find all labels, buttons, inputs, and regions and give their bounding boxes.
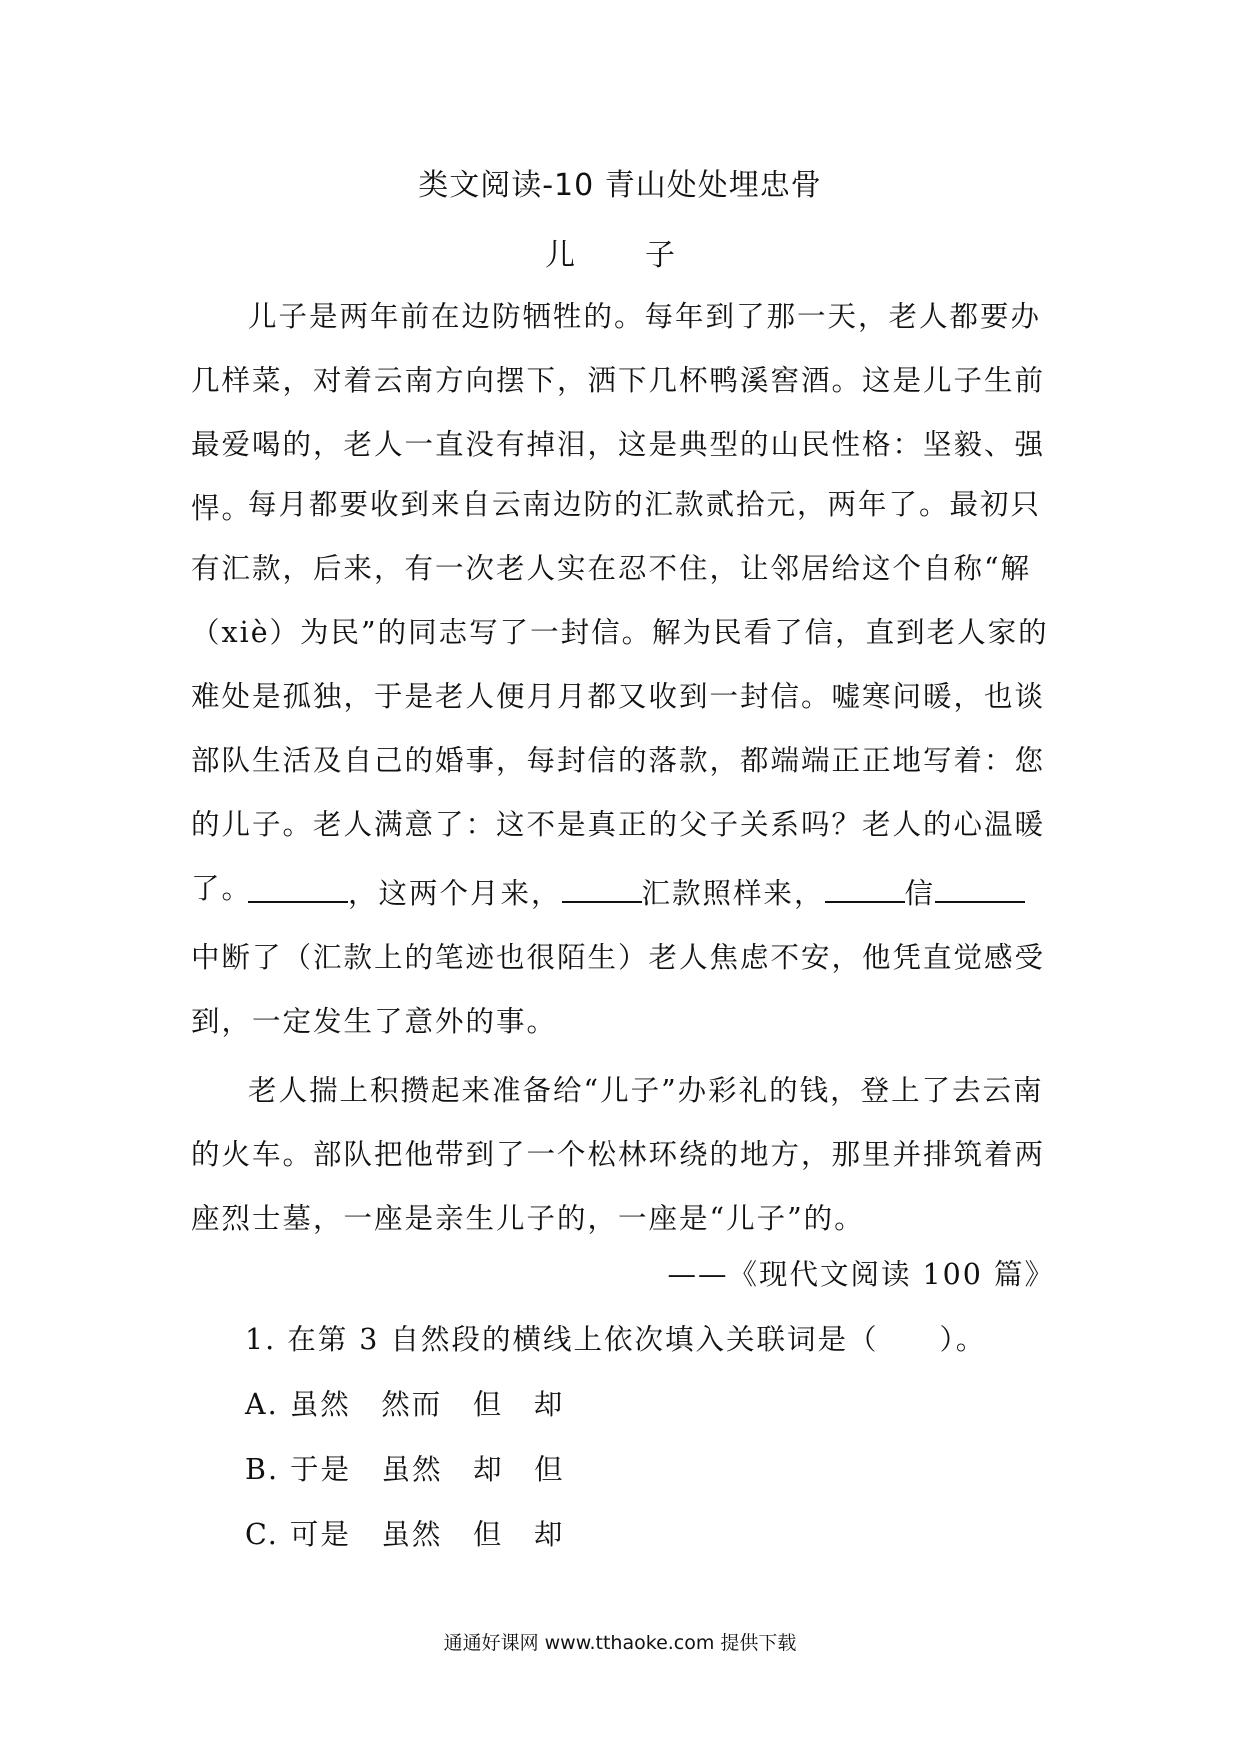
fill-blank-2[interactable] [562, 879, 642, 903]
fill-blank-1[interactable] [248, 879, 348, 903]
question-stem: 1. 在第 3 自然段的横线上依次填入关联词是（ ）。 [245, 1323, 987, 1356]
paragraph-3-segment-4: 中断了（汇款上的笔迹也很陌生）老人焦虑不安，他凭直觉感受到，一定发生了意外的事。 [191, 941, 1046, 1038]
article-title: 儿 子 [545, 238, 695, 273]
paragraph-4: 老人揣上积攒起来准备给“儿子”办彩礼的钱，登上了去云南的火车。部队把他带到了一个松林环绕的地方，那里并排筑着两座烈士墓，一座是亲生儿子的，一座是“儿子”的。 [191, 1074, 1046, 1235]
fill-blank-4[interactable] [935, 879, 1025, 903]
paragraph-1: 儿子是两年前在边防牺牲的。每年到了那一天，老人都要办几样菜，对着云南方向摆下，洒下几杯鸭溪窖酒。这是儿子生前最爱喝的，老人一直没有掉泪，这是典型的山民性格：坚毅、强悍。 [191, 300, 1046, 525]
paragraph-3-segment-1: ，这两个月来， [348, 877, 562, 910]
source-citation: ——《现代文阅读 100 篇》 [667, 1258, 1055, 1291]
option-b[interactable]: B. 于是 虽然 却 但 [245, 1453, 565, 1486]
option-a[interactable]: A. 虽然 然而 但 却 [245, 1388, 565, 1421]
paragraph-3-segment-2: 汇款照样来， [641, 877, 825, 910]
option-c[interactable]: C. 可是 虽然 但 却 [245, 1518, 565, 1551]
footer-credit: 通通好课网 www.tthaoke.com 提供下载 [443, 1632, 797, 1654]
document-title: 类文阅读-10 青山处处埋忠骨 [418, 168, 822, 203]
paragraph-2: 每月都要收到来自云南边防的汇款贰拾元，两年了。最初只有汇款，后来，有一次老人实在忍不住，让邻居给这个自称“解（xiè）为民”的同志写了一封信。解为民看了信，直到老人家的难处是孤独，于是老人便月月都又收到一封信。嘘寒问暖，也谈部队生活及自己的婚事，每封信的落款，都端端正正地写着：您的儿子。老人满意了：这不是真正的父子关系吗？老人的心温暖了。 [191, 488, 1049, 905]
paragraph-3-segment-3: 信 [904, 877, 936, 910]
fill-blank-3[interactable] [825, 879, 905, 903]
paragraph-3 [191, 862, 1053, 1054]
